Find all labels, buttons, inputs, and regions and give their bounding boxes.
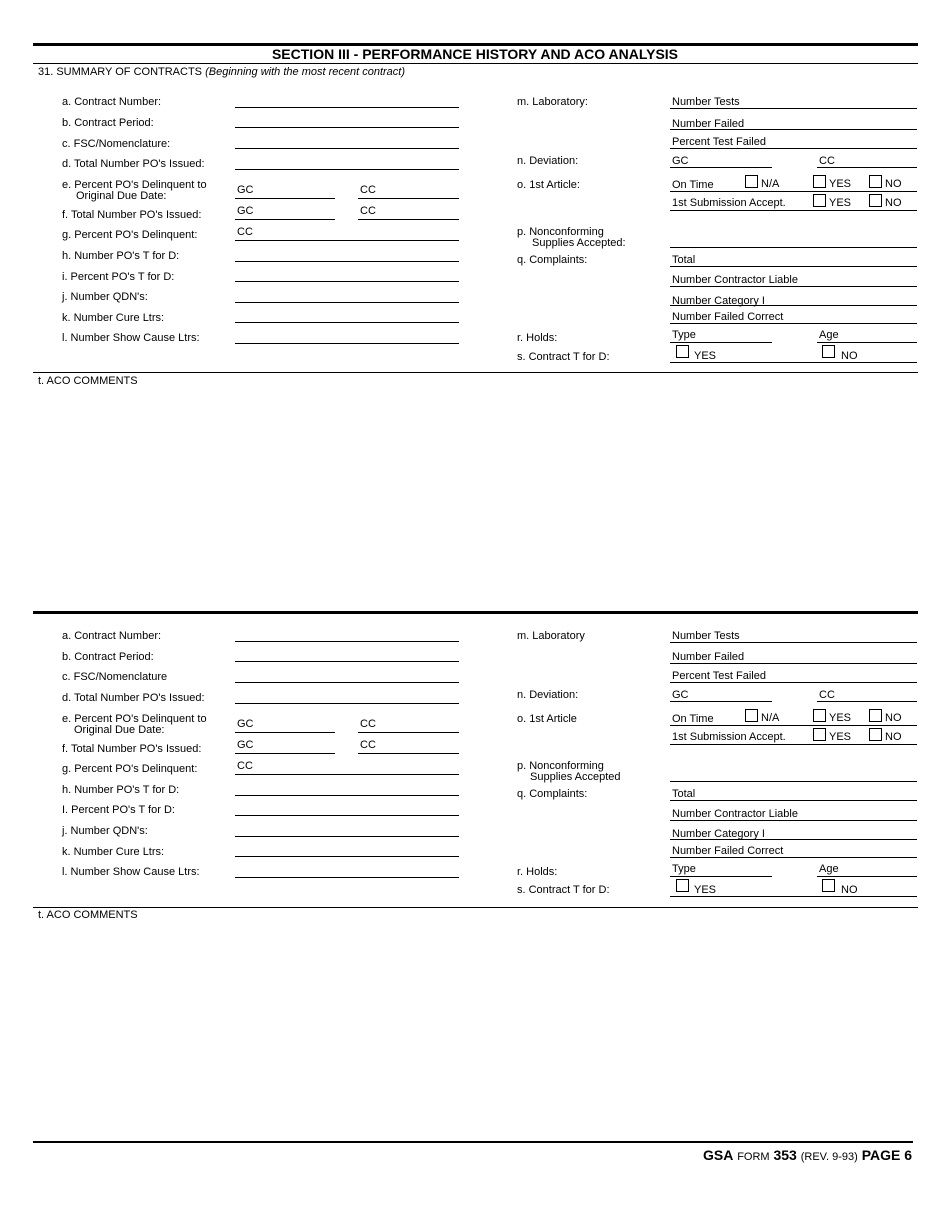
first-submission-label: 1st Submission Accept. <box>672 731 786 743</box>
label-nonconforming: p. Nonconforming <box>517 226 604 238</box>
label-1st-article: o. 1st Article <box>517 713 577 725</box>
field-total-po[interactable] <box>235 703 459 704</box>
field-contract-period[interactable] <box>235 127 459 128</box>
label-original-due-date: Original Due Date: <box>76 190 167 202</box>
checkbox-first-submission-no[interactable] <box>869 728 882 741</box>
field-holds-age[interactable] <box>817 342 917 343</box>
checkbox-on-time-na[interactable] <box>745 175 758 188</box>
category-i-label: Number Category I <box>672 828 765 840</box>
field-complaints-total[interactable] <box>670 266 917 267</box>
aco-comments-label: t. ACO COMMENTS <box>38 909 138 921</box>
yes-label: YES <box>694 350 717 362</box>
t-for-d-rule <box>670 896 917 897</box>
field-number-failed[interactable] <box>670 663 917 664</box>
on-time-label: On Time <box>672 179 714 191</box>
footer-agency: GSA <box>702 1147 734 1163</box>
checkbox-on-time-yes[interactable] <box>813 175 826 188</box>
summary-label: 31. SUMMARY OF CONTRACTS <box>38 66 203 78</box>
field-nonconforming[interactable] <box>670 247 917 248</box>
field-f-cc[interactable] <box>358 753 459 754</box>
label-deviation: n. Deviation: <box>517 689 579 701</box>
label-percent-delinquent-due: e. Percent PO's Delinquent to <box>62 713 207 725</box>
checkbox-first-submission-no[interactable] <box>869 194 882 207</box>
number-tests-label: Number Tests <box>672 630 740 642</box>
footer-form-number: 353 <box>773 1147 797 1163</box>
field-fsc[interactable] <box>235 682 459 683</box>
label-deviation: n. Deviation: <box>517 155 579 167</box>
field-cure-ltrs[interactable] <box>235 856 459 857</box>
label-show-cause: l. Number Show Cause Ltrs: <box>62 866 200 878</box>
label-nonconforming: p. Nonconforming <box>517 760 604 772</box>
field-f-gc[interactable] <box>235 753 335 754</box>
gc-label: GC <box>237 184 254 196</box>
field-percent-delinquent[interactable] <box>235 774 459 775</box>
no-label: NO <box>841 884 858 896</box>
type-label: Type <box>672 863 696 875</box>
label-show-cause: l. Number Show Cause Ltrs: <box>62 332 200 344</box>
label-contract-t-for-d: s. Contract T for D: <box>517 884 610 896</box>
label-total-po-2: f. Total Number PO's Issued: <box>62 209 202 221</box>
field-contractor-liable[interactable] <box>670 820 917 821</box>
field-f-gc[interactable] <box>235 219 335 220</box>
field-f-cc[interactable] <box>358 219 459 220</box>
on-time-rule <box>670 191 917 192</box>
contract-block-1 <box>0 0 950 600</box>
cc-label: CC <box>237 760 253 772</box>
field-e-gc[interactable] <box>235 198 335 199</box>
field-contract-period[interactable] <box>235 661 459 662</box>
field-holds-type[interactable] <box>670 876 772 877</box>
contract-block-2 <box>0 534 950 1134</box>
checkbox-t-for-d-yes[interactable] <box>676 879 689 892</box>
field-category-i[interactable] <box>670 305 917 306</box>
field-failed-correct[interactable] <box>670 323 917 324</box>
footer-page: PAGE 6 <box>861 1147 912 1163</box>
label-fsc: c. FSC/Nomenclature: <box>62 138 171 150</box>
cc-label: CC <box>819 155 835 167</box>
label-po-t-for-d: h. Number PO's T for D: <box>62 250 180 262</box>
first-submission-label: 1st Submission Accept. <box>672 197 786 209</box>
label-contract-period: b. Contract Period: <box>62 117 154 129</box>
label-laboratory: m. Laboratory: <box>517 96 588 108</box>
on-time-rule <box>670 725 917 726</box>
checkbox-on-time-no[interactable] <box>869 175 882 188</box>
cc-label: CC <box>360 718 376 730</box>
label-percent-delinquent-due: e. Percent PO's Delinquent to <box>62 179 207 191</box>
number-tests-label: Number Tests <box>672 96 740 108</box>
no-label: NO <box>885 712 902 724</box>
field-show-cause[interactable] <box>235 877 459 878</box>
cc-label: CC <box>360 739 376 751</box>
age-label: Age <box>819 329 839 341</box>
gc-label: GC <box>237 205 254 217</box>
label-complaints: q. Complaints: <box>517 254 588 266</box>
checkbox-on-time-no[interactable] <box>869 709 882 722</box>
on-time-label: On Time <box>672 713 714 725</box>
field-po-t-for-d[interactable] <box>235 795 459 796</box>
field-complaints-total[interactable] <box>670 800 917 801</box>
checkbox-t-for-d-no[interactable] <box>822 345 835 358</box>
field-holds-age[interactable] <box>817 876 917 877</box>
field-deviation-gc[interactable] <box>670 167 772 168</box>
field-e-cc[interactable] <box>358 198 459 199</box>
field-number-tests[interactable] <box>670 108 917 109</box>
checkbox-on-time-yes[interactable] <box>813 709 826 722</box>
first-submission-rule <box>670 210 917 211</box>
field-failed-correct[interactable] <box>670 857 917 858</box>
field-po-t-for-d[interactable] <box>235 261 459 262</box>
field-holds-type[interactable] <box>670 342 772 343</box>
aco-comments-label: t. ACO COMMENTS <box>38 375 138 387</box>
label-total-po: d. Total Number PO's Issued: <box>62 692 205 704</box>
field-percent-t-for-d[interactable] <box>235 281 459 282</box>
label-percent-delinquent: g. Percent PO's Delinquent: <box>62 229 198 241</box>
age-label: Age <box>819 863 839 875</box>
footer-form-word: FORM <box>737 1151 770 1163</box>
label-percent-t-for-d: I. Percent PO's T for D: <box>62 804 175 816</box>
checkbox-first-submission-yes[interactable] <box>813 728 826 741</box>
na-label: N/A <box>761 178 780 190</box>
field-cure-ltrs[interactable] <box>235 322 459 323</box>
field-total-po[interactable] <box>235 169 459 170</box>
label-holds: r. Holds: <box>517 332 558 344</box>
no-label: NO <box>885 178 902 190</box>
label-original-due-date: Original Due Date: <box>74 724 165 736</box>
label-total-po: d. Total Number PO's Issued: <box>62 158 205 170</box>
t-for-d-rule <box>670 362 917 363</box>
field-deviation-gc[interactable] <box>670 701 772 702</box>
field-qdn[interactable] <box>235 836 459 837</box>
footer-rule <box>33 1141 913 1143</box>
gc-label: GC <box>237 739 254 751</box>
contractor-liable-label: Number Contractor Liable <box>672 808 798 820</box>
label-po-t-for-d: h. Number PO's T for D: <box>62 784 180 796</box>
aco-comments-area[interactable] <box>33 924 918 1134</box>
field-nonconforming[interactable] <box>670 781 917 782</box>
yes-label: YES <box>829 731 852 743</box>
cc-label: CC <box>360 184 376 196</box>
field-fsc[interactable] <box>235 148 459 149</box>
field-percent-test-failed[interactable] <box>670 148 917 149</box>
gc-label: GC <box>672 689 689 701</box>
number-failed-label: Number Failed <box>672 651 745 663</box>
yes-label: YES <box>829 197 852 209</box>
label-fsc: c. FSC/Nomenclature <box>62 671 168 683</box>
label-percent-t-for-d: i. Percent PO's T for D: <box>62 271 175 283</box>
cc-label: CC <box>360 205 376 217</box>
label-qdn: j. Number QDN's: <box>62 291 148 303</box>
field-number-tests[interactable] <box>670 642 917 643</box>
label-cure-ltrs: k. Number Cure Ltrs: <box>62 846 165 858</box>
field-percent-delinquent[interactable] <box>235 240 459 241</box>
section-title: SECTION III - PERFORMANCE HISTORY AND ACO ANALYSIS <box>271 46 679 62</box>
cc-label: CC <box>819 689 835 701</box>
checkbox-on-time-na[interactable] <box>745 709 758 722</box>
field-deviation-cc[interactable] <box>817 701 917 702</box>
na-label: N/A <box>761 712 780 724</box>
label-contract-period: b. Contract Period: <box>62 651 154 663</box>
checkbox-t-for-d-no[interactable] <box>822 879 835 892</box>
label-qdn: j. Number QDN's: <box>62 825 148 837</box>
field-deviation-cc[interactable] <box>817 167 917 168</box>
field-show-cause[interactable] <box>235 343 459 344</box>
label-supplies-accepted: Supplies Accepted: <box>532 237 626 249</box>
field-contractor-liable[interactable] <box>670 286 917 287</box>
checkbox-first-submission-yes[interactable] <box>813 194 826 207</box>
gc-label: GC <box>237 718 254 730</box>
comments-rule <box>33 372 918 373</box>
category-i-label: Number Category I <box>672 295 765 307</box>
label-contract-t-for-d: s. Contract T for D: <box>517 351 610 363</box>
comments-rule <box>33 907 918 908</box>
label-laboratory: m. Laboratory <box>517 630 585 642</box>
no-label: NO <box>885 731 902 743</box>
percent-test-failed-label: Percent Test Failed <box>672 670 766 682</box>
no-label: NO <box>885 197 902 209</box>
field-percent-test-failed[interactable] <box>670 682 917 683</box>
checkbox-t-for-d-yes[interactable] <box>676 345 689 358</box>
label-holds: r. Holds: <box>517 866 558 878</box>
form-footer <box>703 1147 912 1163</box>
contractor-liable-label: Number Contractor Liable <box>672 274 798 286</box>
field-e-cc[interactable] <box>358 732 459 733</box>
type-label: Type <box>672 329 696 341</box>
percent-test-failed-label: Percent Test Failed <box>672 136 766 148</box>
label-1st-article: o. 1st Article: <box>517 179 580 191</box>
field-qdn[interactable] <box>235 302 459 303</box>
field-percent-t-for-d[interactable] <box>235 815 459 816</box>
field-contract-number[interactable] <box>235 107 459 108</box>
failed-correct-label: Number Failed Correct <box>672 311 784 323</box>
field-e-gc[interactable] <box>235 732 335 733</box>
footer-revision: (REV. 9-93) <box>800 1151 858 1163</box>
field-number-failed[interactable] <box>670 129 917 130</box>
yes-label: YES <box>694 884 717 896</box>
summary-note: (Beginning with the most recent contract) <box>205 66 406 78</box>
label-total-po-2: f. Total Number PO's Issued: <box>62 743 202 755</box>
field-contract-number[interactable] <box>235 641 459 642</box>
yes-label: YES <box>829 178 852 190</box>
failed-correct-label: Number Failed Correct <box>672 845 784 857</box>
label-cure-ltrs: k. Number Cure Ltrs: <box>62 312 165 324</box>
first-submission-rule <box>670 744 917 745</box>
label-contract-number: a. Contract Number: <box>62 96 162 108</box>
field-category-i[interactable] <box>670 839 917 840</box>
number-failed-label: Number Failed <box>672 118 745 130</box>
no-label: NO <box>841 350 858 362</box>
cc-label: CC <box>237 226 253 238</box>
label-complaints: q. Complaints: <box>517 788 588 800</box>
label-contract-number: a. Contract Number: <box>62 630 162 642</box>
yes-label: YES <box>829 712 852 724</box>
gc-label: GC <box>672 155 689 167</box>
total-label: Total <box>672 254 696 266</box>
label-supplies-accepted: Supplies Accepted <box>530 771 621 783</box>
label-percent-delinquent: g. Percent PO's Delinquent: <box>62 763 198 775</box>
total-label: Total <box>672 788 696 800</box>
